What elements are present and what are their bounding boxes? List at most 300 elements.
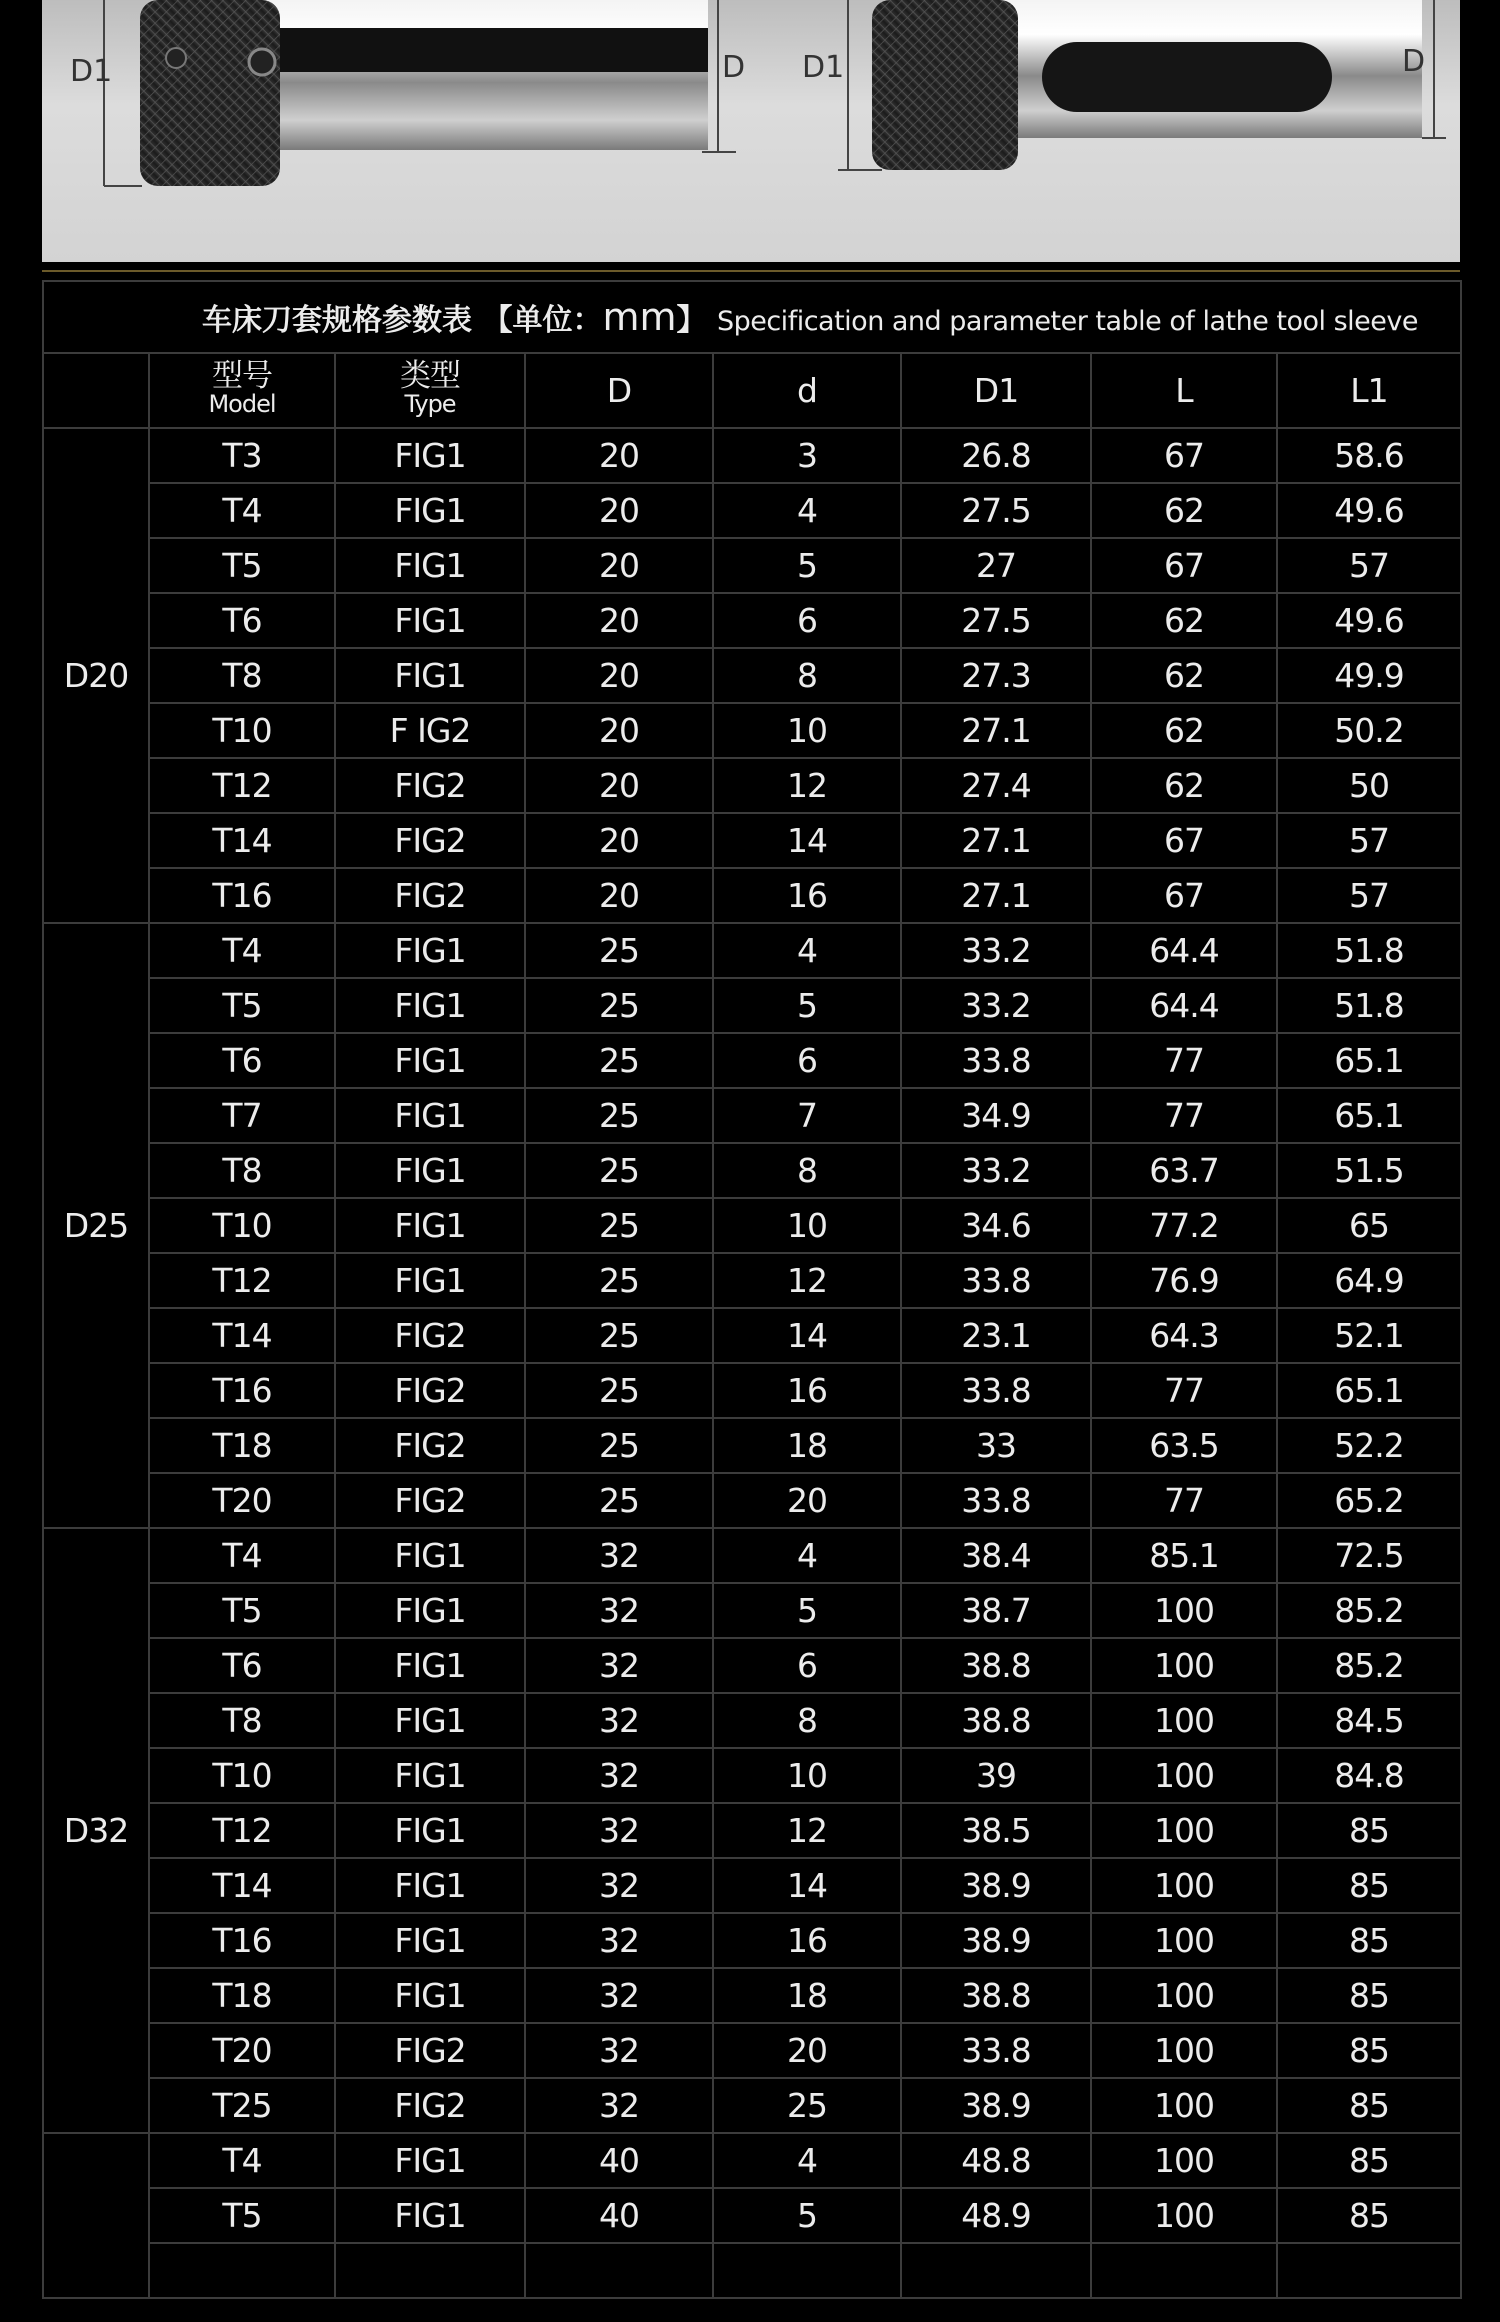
cell-l	[1091, 2243, 1277, 2298]
table-row	[43, 1858, 1461, 1913]
cell-l1: 65.1	[1277, 1088, 1461, 1143]
table-row	[43, 758, 1461, 813]
divider-line	[42, 270, 1460, 272]
cell-l1: 85.2	[1277, 1583, 1461, 1638]
table-row	[43, 978, 1461, 1033]
table-row	[43, 1528, 1461, 1583]
table-row	[43, 1143, 1461, 1198]
cell-l: 67	[1091, 538, 1277, 593]
cell-l1: 65.1	[1277, 1363, 1461, 1418]
cell-type: FIG1	[335, 1143, 525, 1198]
cell-l: 62	[1091, 593, 1277, 648]
cell-model: T5	[149, 978, 335, 1033]
cell-type: FIG1	[335, 483, 525, 538]
cell-d: 4	[713, 1528, 901, 1583]
cell-type: FIG1	[335, 648, 525, 703]
cell-model: T18	[149, 1968, 335, 2023]
cell-d1: 38.7	[901, 1583, 1091, 1638]
cell-l1: 57	[1277, 538, 1461, 593]
cell-d1: 38.5	[901, 1803, 1091, 1858]
cell-d1: 39	[901, 1748, 1091, 1803]
cell-d: 5	[713, 2188, 901, 2243]
cell-d: 8	[713, 648, 901, 703]
cell-l: 100	[1091, 1858, 1277, 1913]
cell-d: 25	[713, 2078, 901, 2133]
cell-type: FIG1	[335, 2133, 525, 2188]
cell-l1: 84.5	[1277, 1693, 1461, 1748]
cell-d1: 27.3	[901, 648, 1091, 703]
cell-type: FIG2	[335, 1418, 525, 1473]
cell-d1: 27.5	[901, 593, 1091, 648]
table-row	[43, 868, 1461, 923]
cell-d1: 34.6	[901, 1198, 1091, 1253]
table-row	[43, 1913, 1461, 1968]
cell-l1: 85	[1277, 1858, 1461, 1913]
left-d-label: D	[722, 50, 746, 85]
table-row	[43, 1198, 1461, 1253]
cell-type: FIG1	[335, 1748, 525, 1803]
product-photo	[42, 0, 1460, 262]
cell-type: FIG1	[335, 593, 525, 648]
table-row	[43, 1693, 1461, 1748]
cell-d1: 34.9	[901, 1088, 1091, 1143]
cell-type: FIG1	[335, 1913, 525, 1968]
cell-d: 5	[713, 1583, 901, 1638]
cell-l: 62	[1091, 703, 1277, 758]
table-row	[43, 538, 1461, 593]
cell-d1: 33	[901, 1418, 1091, 1473]
cell-l1: 52.2	[1277, 1418, 1461, 1473]
cell-d: 40	[525, 2188, 713, 2243]
cell-d: 6	[713, 1033, 901, 1088]
cell-d1: 33.8	[901, 1473, 1091, 1528]
cell-type	[335, 2243, 525, 2298]
cell-l: 67	[1091, 868, 1277, 923]
cell-model: T16	[149, 1913, 335, 1968]
cell-l1: 49.6	[1277, 483, 1461, 538]
cell-d: 32	[525, 2023, 713, 2078]
cell-d: 5	[713, 538, 901, 593]
cell-l1: 50	[1277, 758, 1461, 813]
cell-l: 77	[1091, 1473, 1277, 1528]
cell-model: T10	[149, 1748, 335, 1803]
cell-model: T8	[149, 1693, 335, 1748]
cell-d: 25	[525, 1033, 713, 1088]
cell-l: 77	[1091, 1088, 1277, 1143]
cell-l1: 64.9	[1277, 1253, 1461, 1308]
table-row	[43, 813, 1461, 868]
table-header-row	[43, 353, 1461, 428]
unit-mm: mm	[602, 295, 677, 339]
cell-l1: 85	[1277, 1803, 1461, 1858]
group-label	[43, 2133, 149, 2298]
table-row	[43, 1968, 1461, 2023]
table-row	[43, 1748, 1461, 1803]
cell-d: 7	[713, 1088, 901, 1143]
cell-model: T12	[149, 1253, 335, 1308]
cell-d: 16	[713, 868, 901, 923]
cell-l: 63.7	[1091, 1143, 1277, 1198]
cell-type: FIG1	[335, 978, 525, 1033]
cell-l1: 84.8	[1277, 1748, 1461, 1803]
cell-model: T16	[149, 1363, 335, 1418]
cell-d: 4	[713, 923, 901, 978]
cell-l1: 65.1	[1277, 1033, 1461, 1088]
cell-d: 32	[525, 1748, 713, 1803]
cell-d: 20	[525, 703, 713, 758]
group-label: D32	[43, 1528, 149, 2133]
cell-d: 25	[525, 923, 713, 978]
cell-d: 12	[713, 1803, 901, 1858]
cell-d1: 38.8	[901, 1638, 1091, 1693]
cell-l: 64.4	[1091, 978, 1277, 1033]
cell-d1: 27.1	[901, 868, 1091, 923]
header-d: d	[713, 353, 901, 428]
cell-l: 77	[1091, 1363, 1277, 1418]
header-type	[335, 353, 525, 428]
cell-l: 64.3	[1091, 1308, 1277, 1363]
cell-d: 32	[525, 1858, 713, 1913]
cell-d: 32	[525, 1528, 713, 1583]
cell-d: 25	[525, 1418, 713, 1473]
cell-d: 3	[713, 428, 901, 483]
cell-d: 32	[525, 2078, 713, 2133]
cell-d1: 48.9	[901, 2188, 1091, 2243]
cell-l1: 58.6	[1277, 428, 1461, 483]
table-row	[43, 1803, 1461, 1858]
cell-l: 100	[1091, 1803, 1277, 1858]
table-row	[43, 703, 1461, 758]
cell-d: 20	[525, 813, 713, 868]
cell-type: FIG1	[335, 1198, 525, 1253]
cell-d1: 33.8	[901, 1033, 1091, 1088]
cell-l1: 52.1	[1277, 1308, 1461, 1363]
cell-type: FIG1	[335, 1693, 525, 1748]
cell-l1: 65.2	[1277, 1473, 1461, 1528]
cell-d1: 33.8	[901, 1363, 1091, 1418]
cell-d1: 27.1	[901, 703, 1091, 758]
cell-d	[713, 2243, 901, 2298]
left-d1-label: D1	[70, 54, 113, 89]
cell-model: T10	[149, 1198, 335, 1253]
cell-d1: 38.8	[901, 1968, 1091, 2023]
cell-type: FIG1	[335, 1968, 525, 2023]
cell-model: T5	[149, 538, 335, 593]
cell-model: T6	[149, 1638, 335, 1693]
header-L: L	[1091, 353, 1277, 428]
cell-l: 100	[1091, 1693, 1277, 1748]
cell-type: FIG1	[335, 1803, 525, 1858]
cell-l1: 51.8	[1277, 923, 1461, 978]
cell-type: FIG1	[335, 1253, 525, 1308]
cell-type: FIG2	[335, 813, 525, 868]
cell-d1: 33.2	[901, 923, 1091, 978]
cell-d1: 38.9	[901, 1858, 1091, 1913]
cell-l: 64.4	[1091, 923, 1277, 978]
cell-l1: 85	[1277, 2078, 1461, 2133]
title-en: Specification and parameter table of lathe tool sleeve	[716, 306, 1418, 337]
table-row	[43, 593, 1461, 648]
cell-d: 10	[713, 703, 901, 758]
cell-type: FIG2	[335, 1363, 525, 1418]
table-row	[43, 1583, 1461, 1638]
cell-model: T25	[149, 2078, 335, 2133]
cell-l1: 85	[1277, 1968, 1461, 2023]
cell-l: 77	[1091, 1033, 1277, 1088]
header-type-en: Type	[404, 390, 456, 418]
cell-l: 63.5	[1091, 1418, 1277, 1473]
cell-d: 20	[525, 648, 713, 703]
cell-d: 32	[525, 1583, 713, 1638]
cell-l1: 51.8	[1277, 978, 1461, 1033]
cell-d: 25	[525, 1253, 713, 1308]
cell-d: 25	[525, 978, 713, 1033]
cell-d1: 27.1	[901, 813, 1091, 868]
right-d1-label: D1	[802, 50, 845, 85]
cell-d: 32	[525, 1693, 713, 1748]
cell-d: 25	[525, 1198, 713, 1253]
cell-model: T18	[149, 1418, 335, 1473]
cell-type: FIG2	[335, 868, 525, 923]
cell-l1: 50.2	[1277, 703, 1461, 758]
cell-model: T7	[149, 1088, 335, 1143]
cell-model: T4	[149, 1528, 335, 1583]
table-row	[43, 1363, 1461, 1418]
header-model	[149, 353, 335, 428]
right-d-label: D	[1402, 44, 1426, 79]
cell-d: 8	[713, 1143, 901, 1198]
cell-model: T14	[149, 813, 335, 868]
cell-type: FIG1	[335, 1088, 525, 1143]
cell-d1: 38.4	[901, 1528, 1091, 1583]
cell-model: T16	[149, 868, 335, 923]
cell-l: 62	[1091, 483, 1277, 538]
cell-l: 67	[1091, 813, 1277, 868]
cell-d: 16	[713, 1363, 901, 1418]
table-row	[43, 2023, 1461, 2078]
cell-l: 100	[1091, 1638, 1277, 1693]
cell-l: 62	[1091, 758, 1277, 813]
cell-type: FIG1	[335, 538, 525, 593]
cell-d1	[901, 2243, 1091, 2298]
cell-d: 25	[525, 1088, 713, 1143]
table-row	[43, 1308, 1461, 1363]
table-title-row	[43, 281, 1461, 353]
table-row	[43, 1638, 1461, 1693]
cell-model: T6	[149, 593, 335, 648]
cell-d: 20	[525, 483, 713, 538]
cell-l: 67	[1091, 428, 1277, 483]
cell-d: 32	[525, 1913, 713, 1968]
header-D1: D1	[901, 353, 1091, 428]
cell-model: T14	[149, 1308, 335, 1363]
cell-type: FIG1	[335, 1638, 525, 1693]
cell-d: 12	[713, 758, 901, 813]
cell-l: 100	[1091, 1583, 1277, 1638]
table-row	[43, 648, 1461, 703]
cell-type: FIG1	[335, 1528, 525, 1583]
cell-d1: 33.2	[901, 978, 1091, 1033]
cell-model: T4	[149, 483, 335, 538]
cell-d: 16	[713, 1913, 901, 1968]
table-row	[43, 2188, 1461, 2243]
cell-d: 32	[525, 1638, 713, 1693]
cell-d1: 27.4	[901, 758, 1091, 813]
cell-d1: 48.8	[901, 2133, 1091, 2188]
cell-d: 12	[713, 1253, 901, 1308]
cell-l1: 85	[1277, 2133, 1461, 2188]
cell-model: T12	[149, 758, 335, 813]
cell-d: 10	[713, 1198, 901, 1253]
cell-type: FIG2	[335, 1308, 525, 1363]
cell-type: FIG1	[335, 1858, 525, 1913]
cell-d1: 38.9	[901, 1913, 1091, 1968]
cell-l: 100	[1091, 2188, 1277, 2243]
cell-d1: 33.8	[901, 1253, 1091, 1308]
cell-l: 100	[1091, 1748, 1277, 1803]
cell-d: 20	[525, 428, 713, 483]
cell-d: 18	[713, 1968, 901, 2023]
cell-d: 6	[713, 593, 901, 648]
unit-open: 【单位：	[482, 303, 603, 338]
group-label: D25	[43, 923, 149, 1528]
table-row	[43, 2133, 1461, 2188]
cell-type: FIG2	[335, 2023, 525, 2078]
table-row	[43, 2243, 1461, 2298]
cell-d: 4	[713, 483, 901, 538]
cell-l: 62	[1091, 648, 1277, 703]
cell-type: FIG1	[335, 1583, 525, 1638]
cell-type: FIG1	[335, 428, 525, 483]
cell-d: 18	[713, 1418, 901, 1473]
cell-d: 32	[525, 1803, 713, 1858]
cell-l1	[1277, 2243, 1461, 2298]
cell-type: FIG2	[335, 758, 525, 813]
cell-d: 20	[713, 1473, 901, 1528]
cell-d: 25	[525, 1308, 713, 1363]
header-model-en: Model	[208, 390, 276, 418]
table-row	[43, 428, 1461, 483]
cell-d: 20	[525, 758, 713, 813]
cell-d: 6	[713, 1638, 901, 1693]
cell-d: 32	[525, 1968, 713, 2023]
cell-l1: 85	[1277, 2023, 1461, 2078]
cell-d: 25	[525, 1363, 713, 1418]
cell-l1: 85.2	[1277, 1638, 1461, 1693]
table-row	[43, 1253, 1461, 1308]
cell-d1: 23.1	[901, 1308, 1091, 1363]
cell-d: 8	[713, 1693, 901, 1748]
cell-l: 100	[1091, 1913, 1277, 1968]
cell-d: 20	[713, 2023, 901, 2078]
header-model-cn: 型号	[212, 358, 272, 394]
cell-d: 10	[713, 1748, 901, 1803]
tool-sleeve-illustration	[42, 0, 1460, 262]
cell-d: 14	[713, 1858, 901, 1913]
cell-l: 100	[1091, 2133, 1277, 2188]
cell-l: 77.2	[1091, 1198, 1277, 1253]
cell-d: 25	[525, 1473, 713, 1528]
cell-d: 4	[713, 2133, 901, 2188]
cell-model: T5	[149, 1583, 335, 1638]
cell-model: T8	[149, 648, 335, 703]
cell-model: T14	[149, 1858, 335, 1913]
cell-d: 5	[713, 978, 901, 1033]
cell-l1: 49.6	[1277, 593, 1461, 648]
cell-model: T10	[149, 703, 335, 758]
header-L1: L1	[1277, 353, 1461, 428]
table-row	[43, 483, 1461, 538]
cell-l1: 65	[1277, 1198, 1461, 1253]
cell-d1: 26.8	[901, 428, 1091, 483]
cell-l: 76.9	[1091, 1253, 1277, 1308]
unit-close: 】	[676, 303, 707, 338]
cell-model: T12	[149, 1803, 335, 1858]
cell-model: T5	[149, 2188, 335, 2243]
cell-type: FIG2	[335, 1473, 525, 1528]
cell-l1: 57	[1277, 813, 1461, 868]
header-D: D	[525, 353, 713, 428]
table-row	[43, 923, 1461, 978]
cell-type: F IG2	[335, 703, 525, 758]
group-label: D20	[43, 428, 149, 923]
cell-model: T6	[149, 1033, 335, 1088]
table-title	[43, 281, 1461, 353]
table-row	[43, 1473, 1461, 1528]
cell-d1: 38.8	[901, 1693, 1091, 1748]
cell-d: 25	[525, 1143, 713, 1198]
cell-l: 100	[1091, 2078, 1277, 2133]
cell-l: 85.1	[1091, 1528, 1277, 1583]
cell-d: 14	[713, 1308, 901, 1363]
cell-model: T20	[149, 2023, 335, 2078]
cell-model: T8	[149, 1143, 335, 1198]
cell-d1: 27	[901, 538, 1091, 593]
title-cn: 车床刀套规格参数表	[202, 303, 472, 338]
cell-l1: 85	[1277, 2188, 1461, 2243]
cell-model: T3	[149, 428, 335, 483]
cell-type: FIG1	[335, 2188, 525, 2243]
table-row	[43, 2078, 1461, 2133]
cell-type: FIG1	[335, 1033, 525, 1088]
cell-model: T4	[149, 2133, 335, 2188]
cell-d1: 33.8	[901, 2023, 1091, 2078]
cell-d1: 38.9	[901, 2078, 1091, 2133]
cell-d: 20	[525, 538, 713, 593]
cell-l1: 85	[1277, 1913, 1461, 1968]
cell-d: 20	[525, 593, 713, 648]
table-row	[43, 1418, 1461, 1473]
header-type-cn: 类型	[400, 358, 460, 394]
header-group-blank	[43, 353, 149, 428]
cell-d1: 33.2	[901, 1143, 1091, 1198]
cell-model: T4	[149, 923, 335, 978]
cell-l: 100	[1091, 1968, 1277, 2023]
cell-l1: 51.5	[1277, 1143, 1461, 1198]
cell-d: 14	[713, 813, 901, 868]
cell-type: FIG1	[335, 923, 525, 978]
cell-l: 100	[1091, 2023, 1277, 2078]
table-row	[43, 1033, 1461, 1088]
cell-d1: 27.5	[901, 483, 1091, 538]
cell-type: FIG2	[335, 2078, 525, 2133]
spec-table	[42, 280, 1462, 2299]
cell-l1: 72.5	[1277, 1528, 1461, 1583]
cell-model: T20	[149, 1473, 335, 1528]
cell-l1: 49.9	[1277, 648, 1461, 703]
cell-model	[149, 2243, 335, 2298]
cell-d: 20	[525, 868, 713, 923]
